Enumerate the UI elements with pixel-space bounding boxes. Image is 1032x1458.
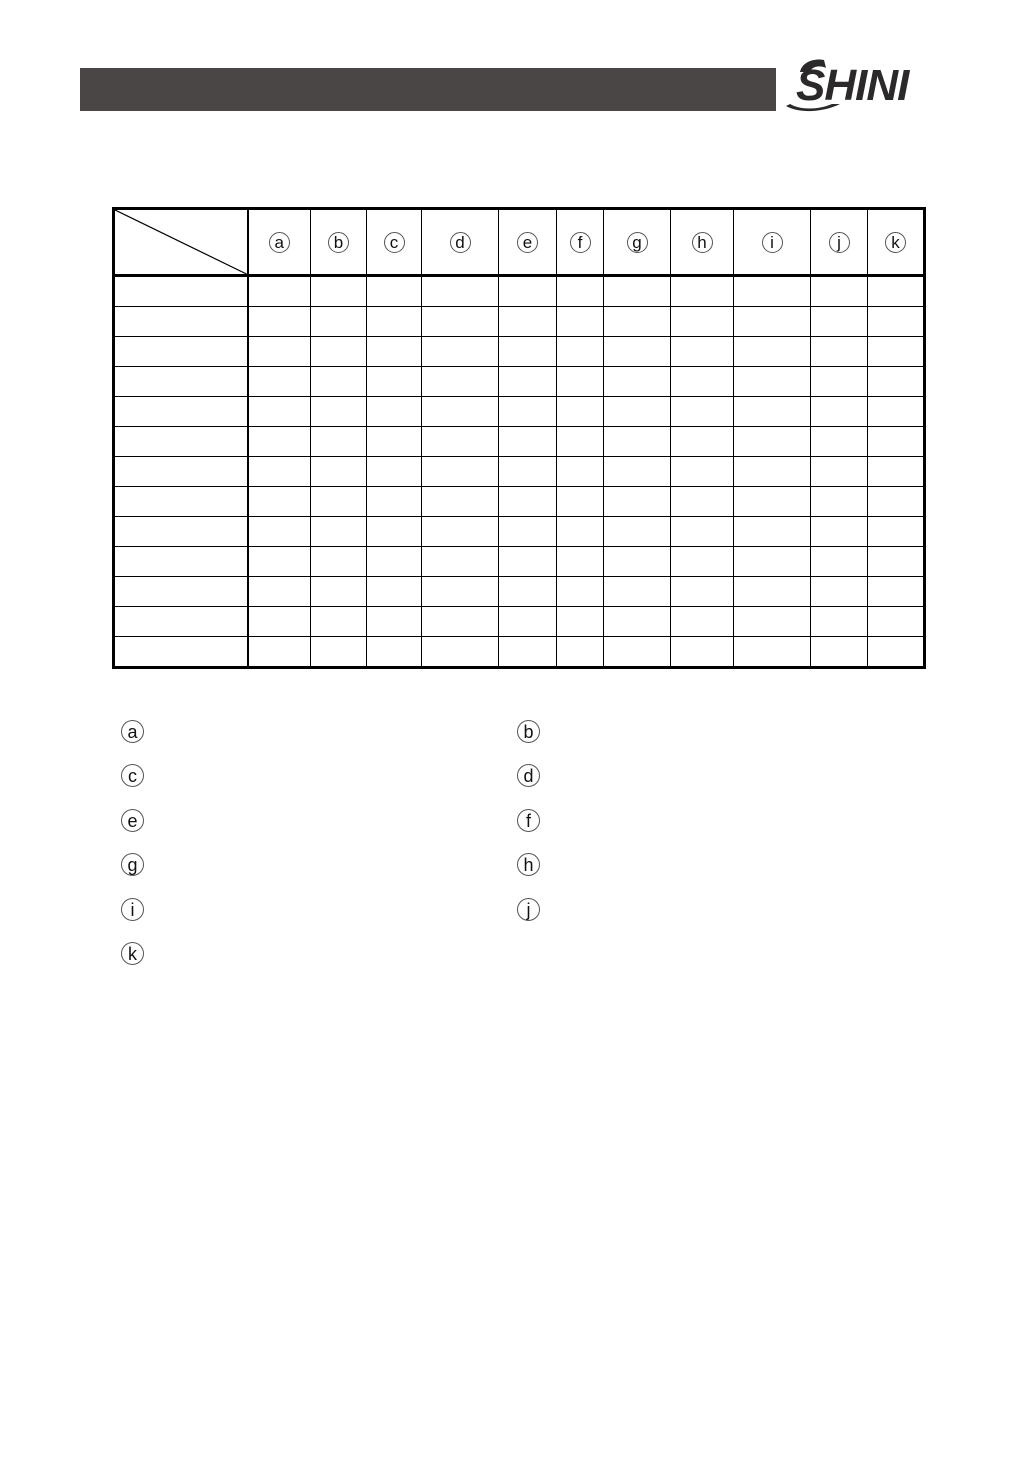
row-label-cell — [114, 427, 248, 457]
table-cell — [367, 457, 422, 487]
table-cell — [868, 276, 925, 307]
circled-letter: b — [328, 232, 349, 253]
table-cell — [311, 577, 367, 607]
legend-item-f — [517, 809, 540, 832]
legend-item-c — [121, 764, 144, 787]
column-header-a — [248, 209, 311, 276]
table-cell — [311, 547, 367, 577]
table-cell — [868, 577, 925, 607]
circled-letter: e — [121, 809, 144, 832]
table-cell — [811, 367, 868, 397]
table-cell — [604, 577, 671, 607]
table-cell — [868, 547, 925, 577]
table-cell — [557, 487, 604, 517]
table-cell — [422, 457, 499, 487]
table-cell — [811, 547, 868, 577]
table-cell — [868, 637, 925, 668]
column-header-j — [811, 209, 868, 276]
table-cell — [734, 427, 811, 457]
table-cell — [311, 397, 367, 427]
legend-item-d — [517, 764, 540, 787]
table-cell — [499, 337, 557, 367]
circled-letter: c — [384, 232, 405, 253]
circled-letter: e — [517, 232, 538, 253]
table-cell — [557, 517, 604, 547]
table-header-row — [114, 209, 925, 276]
table-cell — [248, 637, 311, 668]
row-label-cell — [114, 457, 248, 487]
row-label-cell — [114, 517, 248, 547]
table-cell — [499, 637, 557, 668]
table-row — [114, 307, 925, 337]
table-cell — [811, 276, 868, 307]
legend — [121, 720, 921, 980]
table-cell — [671, 547, 734, 577]
table-cell — [422, 367, 499, 397]
table-row — [114, 517, 925, 547]
table-cell — [604, 457, 671, 487]
table-cell — [868, 457, 925, 487]
table-cell — [557, 276, 604, 307]
table-cell — [367, 517, 422, 547]
table-cell — [868, 367, 925, 397]
table-cell — [671, 517, 734, 547]
table-cell — [422, 337, 499, 367]
table-cell — [248, 367, 311, 397]
table-corner-cell — [114, 209, 248, 276]
table-cell — [367, 577, 422, 607]
circled-letter: j — [829, 232, 850, 253]
shini-logo — [780, 50, 950, 116]
circled-letter: i — [121, 898, 144, 921]
table-body — [114, 276, 925, 668]
table-cell — [248, 607, 311, 637]
circled-letter: h — [517, 853, 540, 876]
table-cell — [499, 607, 557, 637]
table-cell — [248, 547, 311, 577]
table-cell — [557, 397, 604, 427]
table-cell — [248, 517, 311, 547]
table-cell — [604, 307, 671, 337]
table-cell — [557, 577, 604, 607]
row-label-cell — [114, 547, 248, 577]
table-cell — [422, 276, 499, 307]
table-cell — [248, 577, 311, 607]
table-cell — [367, 427, 422, 457]
table-cell — [734, 577, 811, 607]
table-cell — [248, 307, 311, 337]
table-cell — [248, 337, 311, 367]
table-cell — [671, 427, 734, 457]
table-cell — [311, 517, 367, 547]
column-header-g — [604, 209, 671, 276]
circled-letter: g — [121, 853, 144, 876]
table-row — [114, 487, 925, 517]
table-cell — [734, 337, 811, 367]
table-cell — [811, 457, 868, 487]
table-cell — [367, 307, 422, 337]
table-cell — [311, 337, 367, 367]
table-cell — [671, 457, 734, 487]
table-cell — [671, 607, 734, 637]
table-cell — [557, 337, 604, 367]
legend-item-i — [121, 898, 144, 921]
circled-letter: k — [885, 232, 906, 253]
column-header-i — [734, 209, 811, 276]
table-cell — [604, 397, 671, 427]
table-cell — [557, 457, 604, 487]
circled-letter: a — [269, 232, 290, 253]
circled-letter: f — [517, 809, 540, 832]
table-cell — [248, 397, 311, 427]
table-cell — [422, 577, 499, 607]
row-label-cell — [114, 276, 248, 307]
table-row — [114, 547, 925, 577]
table-cell — [604, 637, 671, 668]
column-header-h — [671, 209, 734, 276]
table-cell — [499, 547, 557, 577]
table-cell — [367, 547, 422, 577]
table-cell — [422, 607, 499, 637]
column-header-d — [422, 209, 499, 276]
table-row — [114, 367, 925, 397]
table-cell — [422, 427, 499, 457]
table-cell — [868, 607, 925, 637]
table-cell — [499, 276, 557, 307]
circled-letter: c — [121, 764, 144, 787]
legend-item-h — [517, 853, 540, 876]
legend-item-k — [121, 942, 144, 965]
table-cell — [734, 367, 811, 397]
circled-letter: g — [627, 232, 648, 253]
table-cell — [811, 337, 868, 367]
table-cell — [367, 487, 422, 517]
table-cell — [671, 337, 734, 367]
table-cell — [604, 337, 671, 367]
table-cell — [604, 276, 671, 307]
header-bar — [80, 68, 776, 111]
table-cell — [671, 487, 734, 517]
table-row — [114, 607, 925, 637]
table-cell — [734, 637, 811, 668]
table-cell — [248, 276, 311, 307]
table-cell — [671, 367, 734, 397]
circled-letter: d — [450, 232, 471, 253]
table-cell — [499, 367, 557, 397]
table-cell — [422, 637, 499, 668]
table-cell — [311, 307, 367, 337]
circled-letter: b — [517, 720, 540, 743]
row-label-cell — [114, 397, 248, 427]
table-cell — [604, 547, 671, 577]
table-row — [114, 457, 925, 487]
table-cell — [868, 487, 925, 517]
table-cell — [499, 457, 557, 487]
table-cell — [499, 397, 557, 427]
column-header-c — [367, 209, 422, 276]
table-cell — [868, 307, 925, 337]
table-cell — [604, 607, 671, 637]
table-cell — [811, 607, 868, 637]
table-cell — [311, 276, 367, 307]
table-cell — [734, 517, 811, 547]
table-cell — [671, 637, 734, 668]
table-cell — [311, 637, 367, 668]
row-label-cell — [114, 367, 248, 397]
table-cell — [811, 637, 868, 668]
table-cell — [734, 607, 811, 637]
table-cell — [311, 427, 367, 457]
table-cell — [811, 577, 868, 607]
legend-item-a — [121, 720, 144, 743]
table-cell — [557, 637, 604, 668]
table-cell — [811, 427, 868, 457]
table-cell — [604, 487, 671, 517]
table-cell — [811, 397, 868, 427]
table-cell — [422, 487, 499, 517]
table-cell — [604, 517, 671, 547]
table-cell — [367, 276, 422, 307]
table-cell — [248, 427, 311, 457]
table-cell — [248, 487, 311, 517]
table-cell — [868, 337, 925, 367]
table-cell — [557, 307, 604, 337]
table-cell — [248, 457, 311, 487]
legend-item-e — [121, 809, 144, 832]
table-cell — [811, 487, 868, 517]
table-cell — [734, 487, 811, 517]
row-label-cell — [114, 487, 248, 517]
table-cell — [671, 397, 734, 427]
column-header-b — [311, 209, 367, 276]
table-cell — [422, 307, 499, 337]
table-row — [114, 397, 925, 427]
table-cell — [734, 307, 811, 337]
legend-item-j — [517, 898, 540, 921]
table-row — [114, 276, 925, 307]
table-cell — [868, 517, 925, 547]
legend-item-b — [517, 720, 540, 743]
circled-letter: j — [517, 898, 540, 921]
column-header-f — [557, 209, 604, 276]
table-cell — [311, 457, 367, 487]
row-label-cell — [114, 577, 248, 607]
table-cell — [311, 367, 367, 397]
table-cell — [811, 517, 868, 547]
table-cell — [499, 517, 557, 547]
table-cell — [557, 547, 604, 577]
circled-letter: k — [121, 942, 144, 965]
table-cell — [734, 547, 811, 577]
table-row — [114, 427, 925, 457]
row-label-cell — [114, 337, 248, 367]
table-cell — [367, 367, 422, 397]
table-cell — [367, 607, 422, 637]
table-cell — [367, 637, 422, 668]
table-cell — [311, 607, 367, 637]
column-header-k — [868, 209, 925, 276]
table-cell — [557, 607, 604, 637]
table-cell — [734, 457, 811, 487]
circled-letter: d — [517, 764, 540, 787]
table-cell — [671, 276, 734, 307]
table-cell — [734, 276, 811, 307]
circled-letter: a — [121, 720, 144, 743]
table-cell — [422, 517, 499, 547]
table-cell — [604, 367, 671, 397]
table-cell — [367, 397, 422, 427]
column-header-e — [499, 209, 557, 276]
table-cell — [557, 427, 604, 457]
row-label-cell — [114, 307, 248, 337]
table-cell — [734, 397, 811, 427]
table-cell — [499, 427, 557, 457]
svg-text:SHINI: SHINI — [796, 61, 909, 110]
table-row — [114, 577, 925, 607]
table-cell — [422, 547, 499, 577]
table-cell — [499, 487, 557, 517]
shini-logo-graphic — [780, 50, 950, 116]
circled-letter: h — [692, 232, 713, 253]
table-cell — [671, 577, 734, 607]
row-label-cell — [114, 637, 248, 668]
table-cell — [811, 307, 868, 337]
table-cell — [422, 397, 499, 427]
table-cell — [868, 427, 925, 457]
table-row — [114, 637, 925, 668]
circled-letter: f — [570, 232, 591, 253]
table-cell — [557, 367, 604, 397]
legend-item-g — [121, 853, 144, 876]
table-row — [114, 337, 925, 367]
table-cell — [367, 337, 422, 367]
row-label-cell — [114, 607, 248, 637]
table-cell — [604, 427, 671, 457]
table-cell — [499, 577, 557, 607]
spec-table — [112, 207, 926, 669]
table-cell — [311, 487, 367, 517]
table-cell — [671, 307, 734, 337]
table-cell — [499, 307, 557, 337]
circled-letter: i — [762, 232, 783, 253]
table-cell — [868, 397, 925, 427]
